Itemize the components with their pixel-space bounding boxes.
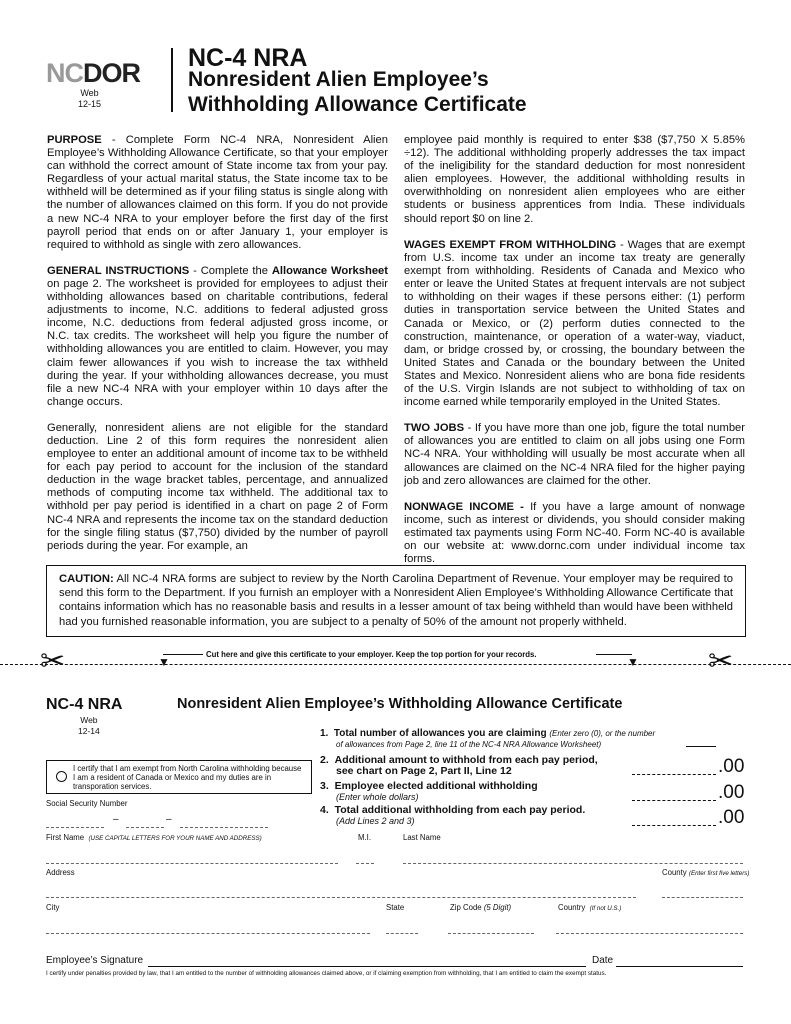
scissors-right-icon: ✂ [708, 645, 734, 678]
ssn-dash1: – [113, 814, 119, 825]
generally-paragraph: Generally, nonresident aliens are not eligible for the standard deduction. Line 2 of this form requires the nonresident alien employee to enter an additional amount of income tax to be withheld for each pay period to account for the inclusion of the standard deduction in the wage bracket tables, percentage, and annualized methods of computing income tax withheld. The additional tax to withhold per pay period is identified in a chart on page 2 of Form NC-4 NRA and represents the income tax on the standard deduction for the single filing status ($7,750) divided by the number of payroll periods during the year. For example, an [47, 421, 388, 552]
line3-hint: (Enter whole dollars) [336, 792, 419, 802]
line1-hint: (Enter zero (0), or the number [549, 729, 656, 738]
address-input[interactable] [46, 892, 636, 898]
general-mid: - Complete the [189, 264, 272, 277]
zip-input[interactable] [448, 928, 534, 934]
mi-label: M.I. [358, 833, 371, 842]
line1-num: 1. [320, 728, 329, 739]
form-number: NC-4 NRA [188, 44, 308, 72]
right-col-content [404, 134, 745, 579]
line2-cents: .00 [718, 756, 745, 777]
first-name-hint: (USE CAPITAL LETTERS FOR YOUR NAME AND ADDRESS) [88, 835, 262, 842]
exempt-radio[interactable] [56, 771, 67, 782]
line3-num: 3. [320, 780, 329, 792]
cert-version [78, 715, 100, 737]
purpose-paragraph [47, 134, 388, 252]
date-label: Date [592, 955, 614, 966]
county-label [662, 868, 749, 877]
general-paragraph [47, 265, 388, 409]
line4-label: Total additional withholding from each pay period. [334, 804, 586, 816]
county-text: County [662, 868, 687, 877]
zip-hint: (5 Digit) [483, 903, 512, 912]
country-label [558, 903, 621, 912]
exempt-certification-box [46, 760, 312, 794]
signature-label: Employee’s Signature [46, 955, 144, 966]
cert-web: Web [80, 715, 98, 725]
instructions-left-column [47, 134, 388, 566]
general-heading: GENERAL INSTRUCTIONS [47, 264, 190, 277]
caution-text: All NC-4 NRA forms are subject to review by the North Carolina Department of Revenue. Your employer may be required to send this form to the Department. If you furnish an employer with a Nonresident Alien Employee’s Withholding Allowance Certificate that contains information which has no reasonable basis and results in a lesser amount of tax being withheld than would have been withheld had you furnished reasonable information, you are subject to a penalty of 50% of the amount not properly withheld. [59, 573, 733, 628]
allowances-input[interactable] [686, 737, 716, 747]
arrow-down-right-icon: ▼ [627, 655, 639, 669]
nonwage-heading: NONWAGE INCOME - [404, 500, 524, 513]
line1-hint2: of allowances from Page 2, line 11 of the NC-4 NRA Allowance Worksheet) [336, 740, 602, 749]
purpose-heading: PURPOSE [47, 134, 102, 146]
logo-dor: DOR [83, 58, 140, 88]
line4 [320, 805, 620, 827]
line2-num: 2. [320, 754, 329, 766]
header-divider [171, 48, 173, 112]
logo-version [78, 88, 101, 110]
twojobs-paragraph [404, 422, 745, 487]
city-input[interactable] [46, 928, 370, 934]
first-name-input[interactable] [46, 858, 338, 864]
generally-continued: employee paid monthly is required to enter $38 ($7,750 X 5.85% ÷12). The additional withholding properly addresses the tax impact of the ineligibility for the standard deduction for most nonresident alien employees. However, the additional withholding results in overwithholding on nonresident alien employees who are either students or business apprentices from India. These individuals should report $0 on line 2. [404, 134, 745, 225]
twojobs-heading: TWO JOBS [404, 422, 465, 435]
form-title-line2: Withholding Allowance Certificate [188, 93, 527, 116]
last-name-input[interactable] [403, 858, 743, 864]
additional-amount-input[interactable] [632, 765, 716, 775]
ssn-input[interactable] [46, 814, 268, 830]
line3-label: Employee elected additional withholding [334, 780, 538, 792]
state-label: State [386, 903, 405, 912]
elected-withholding-input[interactable] [632, 791, 716, 801]
country-hint: (If not U.S.) [589, 905, 622, 912]
zip-text: Zip Code [450, 903, 482, 912]
zip-label [450, 903, 511, 912]
county-hint: (Enter first five letters) [688, 870, 750, 877]
line4-hint: (Add Lines 2 and 3) [336, 816, 415, 826]
line4-num: 4. [320, 804, 329, 816]
nonwage-text: If you have a large amount of nonwage income, such as interest or dividends, you should consider making estimated tax payments using Form NC-40. Form NC-40 is available on our website at: www.dornc.com under individual income tax forms. [404, 500, 745, 566]
line3 [320, 781, 620, 803]
general-text: on page 2. The worksheet is provided for employees to adjust their withholding allowances based on charitable contributions, federal adjustments to income, N.C. additions to federal adjusted gross income, N.C. deductions from federal adjusted gross income, or N.C. tax credits. The worksheet will help you figure the number of withholding allowances you are entitled to claim. However, you may claim fewer allowances if you wish to increase the tax withheld during the year. If your withholding allowances decrease, you must file a new NC-4 NRA with your employer within 10 days after the change occurs. [47, 277, 388, 408]
first-name-label [46, 833, 262, 842]
logo-date: 12-15 [78, 99, 102, 109]
address-label: Address [46, 868, 75, 877]
wages-paragraph [404, 239, 745, 409]
ssn-part1[interactable] [46, 822, 104, 828]
country-text: Country [558, 903, 586, 912]
county-input[interactable] [662, 892, 743, 898]
wages-heading: WAGES EXEMPT FROM WITHHOLDING [404, 239, 617, 251]
cert-form-number: NC-4 NRA [46, 696, 123, 713]
line2-label2: see chart on Page 2, Part II, Line 12 [336, 765, 512, 777]
city-label: City [46, 903, 60, 912]
ncdor-logo [46, 58, 140, 89]
cut-instructions: Cut here and give this certificate to your employer. Keep the top portion for your records. [206, 650, 537, 659]
ssn-dash2: – [166, 814, 172, 825]
logo-web: Web [80, 88, 99, 98]
mi-input[interactable] [356, 858, 374, 864]
caution-heading: CAUTION: [59, 573, 114, 585]
line1-label: Total number of allowances you are claiming [333, 728, 547, 739]
first-name-text: First Name [46, 833, 85, 842]
form-title-line1: Nonresident Alien Employee’s [188, 68, 489, 91]
general-worksheet: Allowance Worksheet [271, 264, 389, 277]
wages-text: - Wages that are exempt from U.S. income tax under an income tax treaty are generally exempt from withholding. Residents of Canada and Mexico who enter or leave the United States at frequent intervals are not subject to withholding on their wages if these persons either: (1) perform duties in transportation service between the United States and Canada or Mexico, or (2) perform duties connected to the construction, maintenance, or operation of a water-way, viaduct, dam, or bridge crossed by, or crossing, the boundary between the United States and Canada or the boundary between the United States and Mexico. Nonresident aliens who are bona fide residents of the U.S. Virgin Islands are not subject to withholding of tax on income earned while temporarily employed in the United States. [404, 239, 746, 409]
exempt-text: I certify that I am exempt from North Carolina withholding because I am a resident of Canada or Mexico and my duties are in transporation services. [73, 764, 302, 791]
ssn-part2[interactable] [126, 822, 164, 828]
cut-line [0, 664, 791, 665]
date-input[interactable] [616, 966, 743, 967]
signature-input[interactable] [148, 966, 586, 967]
line2-label: Additional amount to withhold from each pay period, [334, 754, 598, 766]
total-withholding-input[interactable] [632, 816, 716, 826]
line2 [320, 755, 620, 777]
arrow-down-left-icon: ▼ [158, 655, 170, 669]
caution-box [46, 565, 746, 637]
logo-nc: NC [46, 58, 83, 88]
purpose-text: - Complete Form NC-4 NRA, Nonresident Alien Employee’s Withholding Allowance Certificate, so that your employer can withhold the correct amount of State income tax from your pay. Regardless of your actual marital status, the State income tax to be withheld will be determined as if your filing status is single along with the number of allowances claimed on this form. If you do not provide a new NC-4 NRA to your employer before the first day of the first payroll period that ends on or after January 1, your employer is required to withhold as single with zero allowances. [47, 134, 388, 251]
line3-cents: .00 [718, 782, 745, 803]
line1 [320, 728, 720, 750]
line4-cents: .00 [718, 807, 745, 828]
scissors-left-icon: ✂ [40, 645, 66, 678]
last-name-label: Last Name [403, 833, 441, 842]
nonwage-paragraph [404, 501, 745, 566]
cert-heading: Nonresident Alien Employee’s Withholding Allowance Certificate [177, 696, 623, 712]
ssn-part3[interactable] [180, 822, 268, 828]
ssn-label: Social Security Number [46, 799, 128, 808]
twojobs-text: - If you have more than one job, figure the total number of allowances you are entitled to claim on all jobs using one Form NC-4 NRA. Your withholding will usually be most accurate when all allowances are claimed on the NC-4 NRA filed for the higher paying job and zero allowances are claimed for the other. [404, 422, 746, 487]
certify-footer: I certify under penalties provided by law, that I am entitled to the number of withholding allowances claimed above, or if claiming exemption from withholding, that I am entitled to claim the exempt status. [46, 970, 607, 977]
state-input[interactable] [386, 928, 418, 934]
cert-date: 12-14 [78, 726, 100, 736]
country-input[interactable] [556, 928, 743, 934]
